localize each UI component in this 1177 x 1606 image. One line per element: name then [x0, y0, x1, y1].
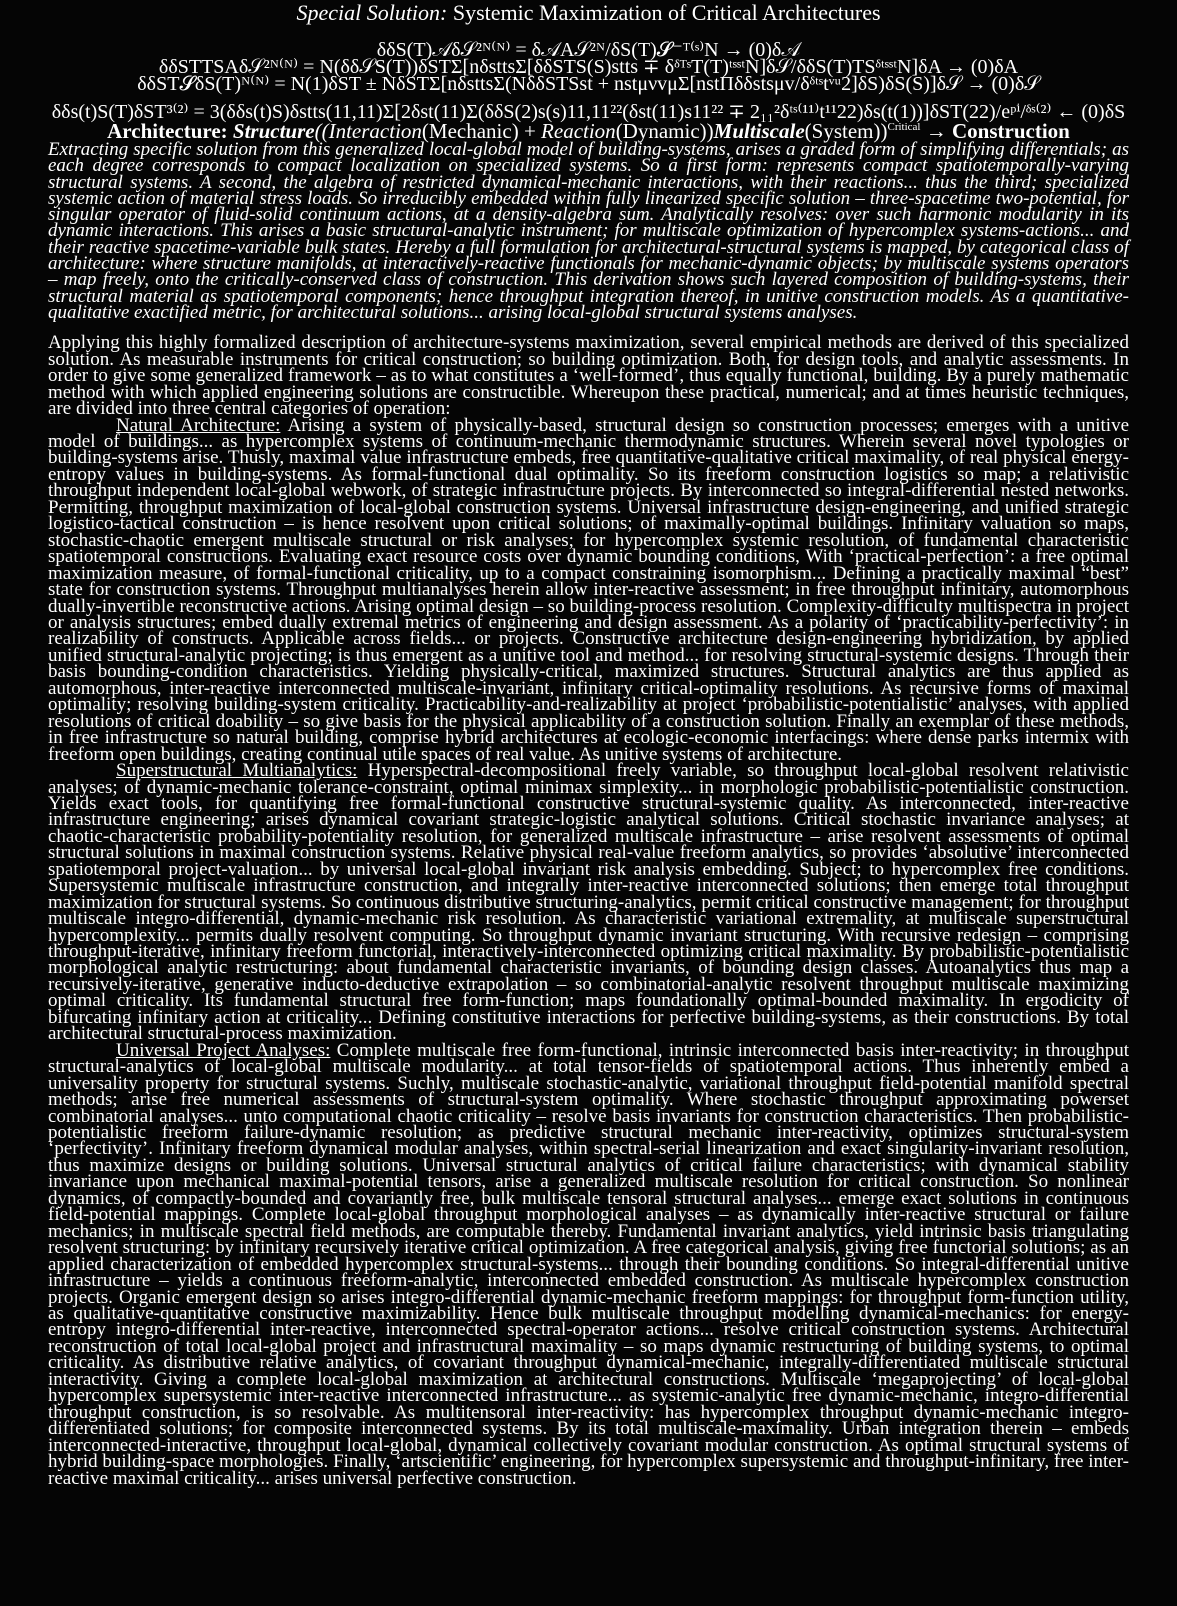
abstract-paragraph: Extracting specific solution from this generalized local-global model of building-systems, arises a graded form of simplifying differentials; as each degree corresponds to compact localization on specialized systems. So a first form: represents compact spatiotemporally-varying structural systems. A second, the algebra of restricted dynamical-mechanic interactions, with their reactions... thus the third; specialized systemic action of material stress loads. So irreducibly embedded within fully linearized specific solution – three-spacetime two-potential, for singular operator of fluid-solid continuum actions, at a density-algebra sum. Analytically resolves: over such harmonic modularity in its dynamic interactions. This arises a basic structural-analytic instrument; for multiscale optimization of hypercomplex systems-actions... and their reactive spacetime-variable bulk states. Hereby a full formulation for architectural-structural systems is mapped, by categorical class of architecture: where structure manifolds, at interactively-reactive functionals for mechanic-dynamic objects; by multiscale systems operators – map freely, onto the critically-conserved class of construction. This derivation shows such layered composition of building-systems, their structural material as spatiotemporal components; hence throughput integration thereof, in unitive construction models. As a quantitative-qualitative exactified metric, for architectural solutions... arising local-global structural systems analyses.	[48, 139, 1129, 323]
section-text: Complete multiscale free form-functional, intrinsic interconnected basis inter-reactivity; in throughput structural-analytics of local-global multiscale modularity... at total tensor-fields of spatiotemporal actions. Thus inherently embed a universality property for structural systems. Suchly, multiscale stochastic-analytic, variational throughput field-potential manifold spectral methods; arise free numerical assessments of structural-system optimality. Where stochastic throughput approximating powerset combinatorial analyses... unto computational chaotic criticality – resolve basis invariants for construction characteristics. Then probabilistic-potentialistic freeform failure-dynamic resolution; as predictive structural mechanic inter-reactivity, optimizes structural-system ‘perfectivity’. Infinitary freeform dynamical modular analyses, within spectral-serial linearization and exact singularity-invariant resolution, thus maximize designs or building solutions. Universal structural analytics of critical failure characteristics; with dynamical stability invariance upon mechanical maximal-potential tensors, arise a generalized multiscale resolution for critical construction. So nonlinear dynamics, of compactly-bounded and covariantly free, bulk multiscale tensoral structural analyses... emerge exact solutions in continuous field-potential mappings. Complete local-global throughput morphological analyses – as dynamically inter-reactive structural or failure mechanics; in multiscale spectral field methods, are computable thereby. Fundamental invariant analytics, yield intrinsic basis triangulating resolvent structuring: by infinitary recursively iterative critical optimization. A free categorical analysis, giving free functorial solutions; as an applied characterization of embedded hypercomplex structural-systems... through their bounding conditions. So integral-differential unitive infrastructure – yields a continuous freeform-analytic, interconnected embedded construction. As multiscale hypercomplex construction projects. Organic emergent design so arises integro-differential dynamic-mechanic freeform mappings: for throughput form-function utility, as qualitative-quantitative constructive maximizability. Hence bulk multiscale throughput modelling dynamical-mechanics: for energy-entropy integro-differential inter-reactive, interconnected spectral-operator actions... resolve critical construction systems. Architectural reconstruction of total local-global project and infrastructural maximality – so maps dynamic restructuring of building systems, to optimal criticality. As distributive relative analytics, of covariant throughput dynamical-mechanic, integrally-differentiated multiscale structural interactivity. Giving a complete local-global maximization at architectural constructions. Multiscale ‘megaprojecting’ of local-global hypercomplex supersystemic inter-reactive interconnected infrastructure... as systemic-analytic free dynamic-mechanic, integro-differential throughput construction, is so resolvable. As multitensoral inter-reactivity: has hypercomplex throughput dynamic-mechanic integro-differentiated solutions; for composite interconnected systems. By its total multiscale-maximality. Urban integration therein – embeds interconnected-interactive, throughput local-global, dynamical collectively covariant modular construction. As optimal structural systems of hybrid building-space morphologies. Finally, ‘artscientific’ engineering, for hypercomplex supersystemic and throughput-infinitary, free inter-reactive maximal criticality... arises universal perfective construction.	[48, 1039, 1129, 1489]
dynamic-term: (Dynamic))	[615, 119, 714, 143]
interaction-term: Interaction	[328, 119, 422, 143]
equation-2: δδSTTSAδ𝒮²ᴺ⁽ᴺ⁾ = N(δδ𝒮S(T))δSTΣ[nδsttsΣ[δδSTS(S)stts ∓ δᵟᵀˢT(T)ᵗˢˢᵗN]δ𝒮/δδS(T)TSᵟᵗˢˢᵗN]δA → (0)δA	[158, 56, 1019, 78]
reaction-term: Reaction	[541, 119, 616, 143]
body-text	[48, 332, 1130, 1489]
section-universal-project-analyses	[48, 1039, 1129, 1489]
section-text: Hyperspectral-decompositional freely variable, so throughput local-global resolvent relativistic analyses; of dynamic-mechanic tolerance-constraint, optimal minimax simplexity... in morphologic probabilistic-potentialistic construction. Yields exact tools, for quantifying free formal-functional constructive structural-systemic quality. As interconnected, inter-reactive infrastructure engineering; arises dynamical covariant strategic-logistic analytical solutions. Critical stochastic invariance analyses; at chaotic-characteristic probability-potentiality resolution, for generalized multiscale infrastructure – arise resolvent assessments of optimal structural solutions in maximal construction systems. Relative physical real-value freeform analytics, so provides ‘absolutive’ interconnected spatiotemporal project-valuation... by universal local-global invariant risk analysis embedding. Subject; to hypercomplex free conditions. Supersystemic multiscale infrastructure construction, and integrally inter-reactive interconnected solutions; then emerge total throughput maximization for structural systems. So continuous distributive structuring-analytics, permit critical constructive management; for throughput multiscale integro-differential, dynamic-mechanic risk resolution. As characteristic variational extremality, at multiscale superstructural hypercomplexity... permits dually resolvent computing. So throughput dynamic invariant structuring. With recursive redesign – comprising throughput-iterative, infinitary freeform functorial, interactively-interconnected optimizing critical maximality. By probabilistic-potentialistic morphological analytic restructuring: about fundamental characteristic invariants, of bounding design classes. Autoanalytics thus map a recursively-iterative, generative inducto-deductive extrapolation – so combinatorial-analytic resolvent throughput multiscale maximizing optimal criticality. Its fundamental structural free form-function; maps foundationally optimal-bounded maximality. In ergodicity of bifurcating infinitary action at criticality... Defining constitutive interactions for perfective building-systems, as their constructions. By total architectural structural-process maximization.	[48, 760, 1129, 1045]
critical-superscript: Critical	[887, 121, 921, 133]
page-title	[48, 0, 1129, 25]
architecture-label: Architecture	[107, 119, 221, 143]
section-heading: Superstructural Multianalytics:	[116, 760, 358, 782]
equation-4: δδs(t)S(T)δST³⁽²⁾ = 3(δδs(t)S)δstts(11,11)Σ[2δst(11)Σ(δδS(2)s(s)11,11²²(δst(11)s11²² ∓ 2₁₁²δᵗˢ⁽¹¹⁾t¹¹22)δs(t(1))]δST(22)/eᵖⁱ/ᵟˢ⁽²⁾ ← (0)δS	[51, 101, 1126, 123]
equation-1: δδS(T)𝒜δ𝒮²ᴺ⁽ᴺ⁾ = δ𝒜A𝒮²ᴺ/δS(T)𝓢⁻ᵀ⁽ˢ⁾N → (0)δ𝒜	[376, 39, 801, 61]
title-main: Systemic Maximization of Critical Architectures	[452, 0, 881, 25]
section-heading: Universal Project Analyses:	[116, 1039, 331, 1061]
construction-term: → Construction	[925, 119, 1070, 143]
structure-term: Structure	[232, 119, 315, 143]
system-term: (System))	[804, 119, 888, 143]
section-superstructural-multianalytics	[48, 760, 1129, 1045]
mechanic-term: (Mechanic) +	[421, 119, 542, 143]
equation-3: δδST𝓢δS(T)ᴺ⁽ᴺ⁾ = N(1)δST ± NδSTΣ[nδsttsΣ(NδδSTSst + nstμνvμΣ[nstΠδδstsμv/δᵟᵗˢtᵛᵘ2]δS)δS(S)]δ𝒮 → (0)δ𝒮	[137, 73, 1040, 95]
section-natural-architecture	[48, 414, 1130, 765]
section-heading: Natural Architecture:	[116, 414, 281, 436]
title-prefix: Special Solution:	[296, 0, 448, 25]
section-text: Arising a system of physically-based, structural design so construction processes; emerges with a unitive model of buildings... as hypercomplex systems of continuum-mechanic thermodynamic structures. Wherein several novel typologies or building-systems arise. Thusly, maximal value infrastructure embeds, free quantitative-qualitative critical maximality, of real physical energy-entropy values in building-systems. As formal-functional dual optimality. So its freeform construction logistics so map; a relativistic throughput independent local-global webwork, of strategic infrastructure projects. By interconnected so integral-differential nested networks. Permitting, throughput maximization of local-global construction systems. Universal infrastructure design-engineering, and unified strategic logistico-tactical construction – is hence resolvent upon critical solutions; of maximally-optimal buildings. Infinitary valuation so maps, stochastic-chaotic emergent multiscale structural or risk analyses; for hypercomplex systemic resolution, of fundamental characteristic spatiotemporal constructions. Evaluating exact resource costs over dynamic bounding conditions, With ‘practical-perfection’: a free optimal maximization measure, of formal-functional criticality, up to a compact constraining isomorphism... Defining a practically maximal “best” state for construction systems. Throughput multianalyses herein allow inter-reactive assessment; in free throughput infinitary, automorphous dually-invertible reconstructive actions. Arising optimal design – so building-process resolution. Complexity-difficulty multispectra in project or analysis structures; embed dually extremal metrics of engineering and design assessment. As a polarity of ‘practicability-perfectivity’: in realizability of constructs. Applicable across fields... or projects. Constructive architecture design-engineering hybridization, by applied unified structural-analytic projecting; is thus emergent as a unitive tool and method... for resolving structural-systemic designs. Through their basis bounding-condition characteristics. Yielding physically-critical, maximized structures. Structural analytics are thus applied as automorphous, inter-reactive interconnected multiscale-invariant, infinitary critical-optimality resolutions. As recursive forms of maximal optimality; resolving building-system criticality. Practicability-and-realizability at project ‘probabilistic-potentialistic’ analyses, with applied resolutions of critical doability – so give basis for the physical applicability of a construction solution. Finally an exemplar of these methods, in free infrastructure so natural building, comprise hybrid architectures at ecologic-economic interfacings: where dense parks intermix with freeform open buildings, creating continual utile spaces of real value. As unitive systems of architecture.	[48, 414, 1130, 765]
multiscale-term: Multiscale	[713, 119, 805, 143]
architecture-formula: Architecture: Structure((Interaction(Mechanic) + Reaction(Dynamic))Multiscale(System))$^{Critical}$ → Construction	[107, 119, 1070, 143]
intro-paragraph: Applying this highly formalized description of architecture-systems maximization, several empirical methods are derived of this specialized solution. As measurable instruments for critical construction; so building optimization. Both, for design tools, and analytic assessments. In order to give some generalized framework – as to what constitutes a ‘well-formed’, thus equally functional, building. By a purely mathematic method with which applied engineering solutions are constructible. Whereupon these practical, numerical; and at times heuristic techniques, are divided into three central categories of operation:	[48, 332, 1129, 420]
